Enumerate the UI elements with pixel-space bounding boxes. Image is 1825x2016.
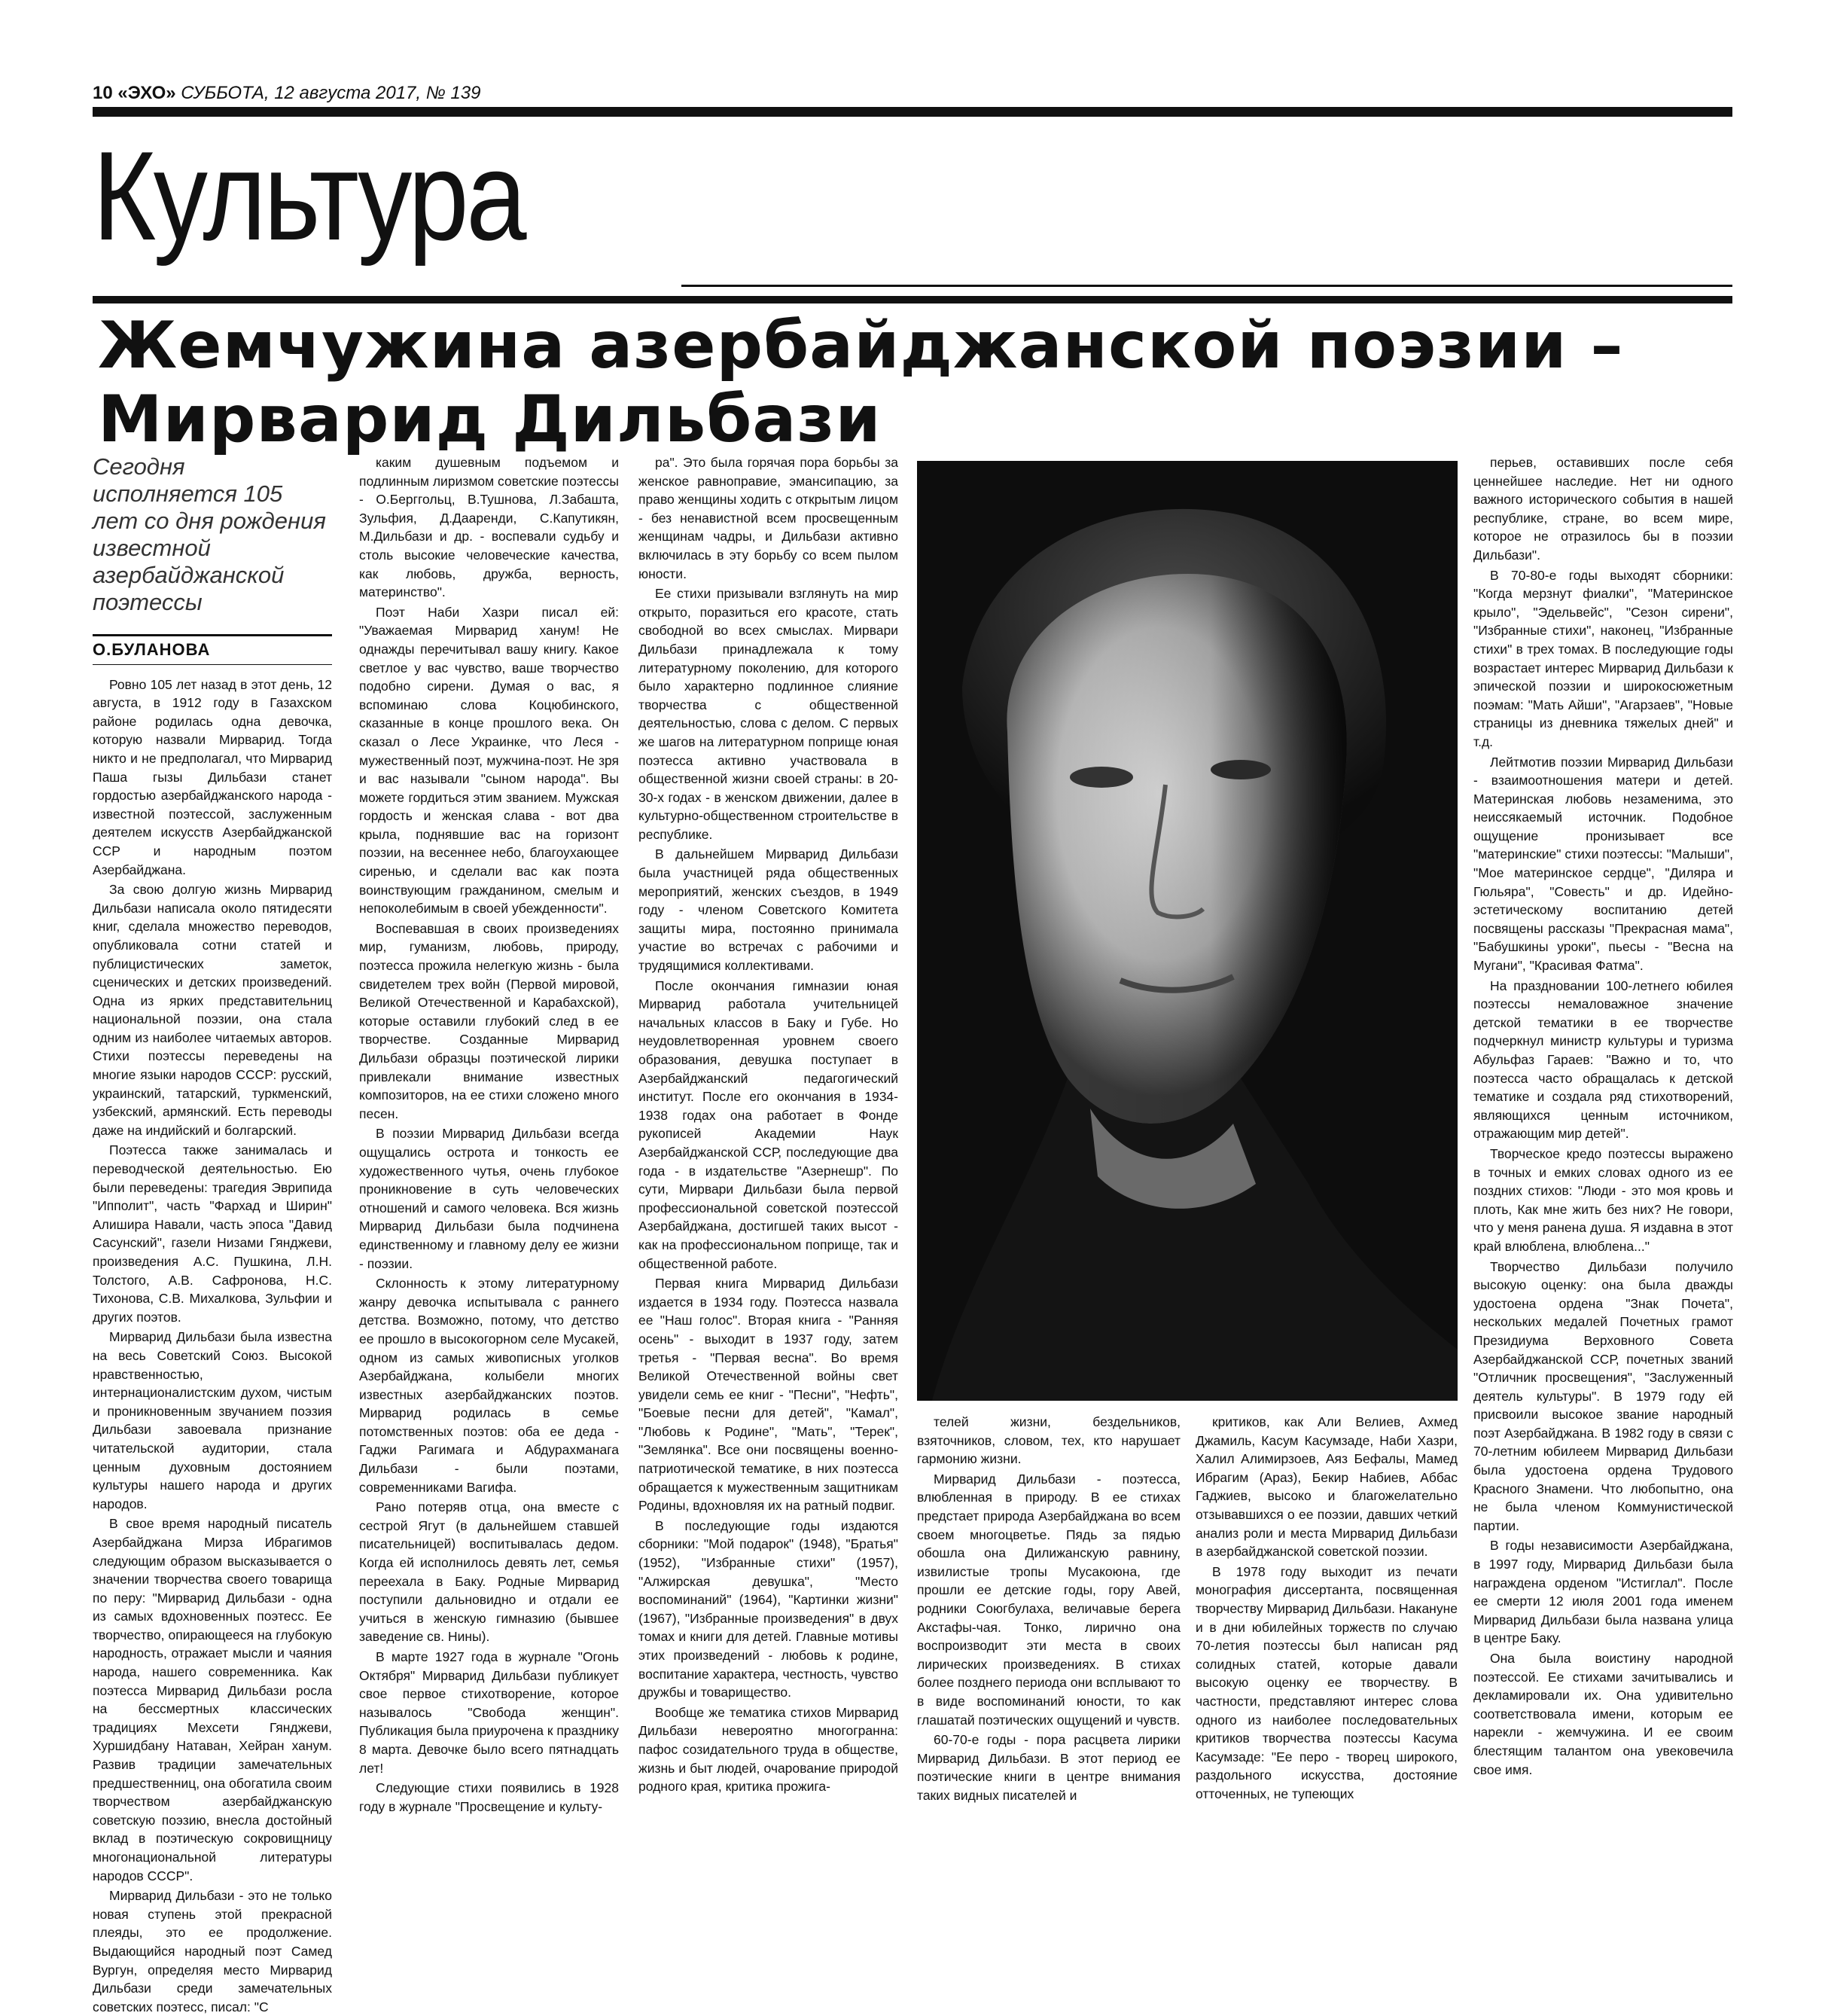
- paragraph: В годы независимости Азербайджана, в 1997 году, Мирварид Дильбази была награждена орденом "Истиглал". После ее смерти 12 июля 2001 года именем Мирварид Дильбази была названа улица в центре Баку.: [1473, 1538, 1733, 1646]
- byline: О.БУЛАНОВА: [93, 634, 332, 665]
- paragraph: Первая книга Мирварид Дильбази издается в 1934 году. Поэтесса назвала ее "Наш голос". Вторая книга - "Ранняя осень" - выходит в 1937 году, затем третья - "Первая весна". Во время Великой Отечественной войны свет увидели семь ее книг - "Песни", "Нефть", "Боевые песни для детей", "Камал", "Любовь к Родине", "Мать", "Терек", "Землянка". Все они посвящены военно-патриотической тематике, в них поэтесса обращается к мужественным защитникам Родины, вдохновляя их на ратный подвиг.: [638, 1276, 898, 1514]
- newspaper-name: «ЭХО»: [117, 83, 176, 103]
- paragraph: критиков, как Али Велиев, Ахмед Джамиль, Касум Касумзаде, Наби Хазри, Халил Алимирзоев, Аяз Бефалы, Мамед Ибрагим (Араз), Бекир Набиев, Аббас Гаджиев, высоко и благожелательно отзывавшихся о ее поэзии, давших четкий анализ роли и места Мирварид Дильбази в азербайджанской советской поэзии.: [1196, 1414, 1458, 1560]
- paragraph: Творческое кредо поэтессы выражено в точных и емких словах одного из ее поздних стихов: "Люди - это моя кровь и плоть, Как мне жить без них? Не говори, что у меня ранена душа. Я издавна в этот край влюблена, влюблена...": [1473, 1145, 1733, 1254]
- top-rule: [93, 107, 1732, 117]
- paragraph: Творчество Дильбази получило высокую оценку: она была дважды удостоена ордена "Знак Почета", нескольких медалей Почетных грамот Президиума Верховного Совета Азербайджанской ССР, почетных званий "Отличник просвещения", "Заслуженный деятель культуры". В 1979 году ей присвоили высокое звание народный поэт Азербайджана. В 1982 году в связи с 70-летним юбилеем Мирварид Дильбази была удостоена ордена Трудового Красного Знамени. Что любопытно, она не была членом Коммунистической партии.: [1473, 1258, 1733, 1533]
- lead-text: Сегодня исполняется 105 лет со дня рождения известной азербайджанской поэтессы: [93, 453, 326, 615]
- paragraph: ра". Это была горячая пора борьбы за женское равноправие, эмансипацию, за право женщины ходить с открытым лицом - без ненавистной всем просвещенным женщинам чадры, и Дильбази активно включилась в эту борьбу со всем пылом юности.: [638, 455, 898, 581]
- paragraph: В последующие годы издаются сборники: "Мой подарок" (1948), "Братья" (1952), "Избранные стихи" (1957), "Алжирская девушка", "Место воспоминаний" (1964), "Картинки жизни" (1967), "Избранные произведения" в двух томах и книги для детей. Главные мотивы этих произведений - любовь к родине, воспитание характера, честность, чувство дружбы и товарищество.: [638, 1517, 898, 1700]
- paragraph: В дальнейшем Мирварид Дильбази была участницей ряда общественных мероприятий, женских съездов, в 1949 году - членом Советского Комитета защиты мира, постоянно принимала участие во встречах с рабочими и трудящимися коллективами.: [638, 846, 898, 974]
- column-4: [917, 1413, 1181, 1804]
- paragraph: Мирварид Дильбази была известна на весь Советский Союз. Высокой нравственностью, интернационалистским духом, чистым и проникновенным звучанием поэзия Дильбази завоевала признание читательской аудитории, стала ценным духовным достоянием культуры нашего народа и других народов.: [93, 1329, 332, 1511]
- paragraph: В 70-80-е годы выходят сборники: "Когда мерзнут фиалки", "Материнское крыло", "Эдельвейс", "Сезон сирени", "Избранные стихи", наконец, "Избранные стихи" в трех томах. В последующие годы возрастает интерес Мирварид Дильбази к эпической поэзии и широкосюжетным поэмам: "Мать Айши", "Агарзаев", "Новые страницы из дневника тяжелых дней" и т.д.: [1473, 567, 1733, 749]
- paragraph: В марте 1927 года в журнале "Огонь Октября" Мирварид Дильбази публикует свое первое стихотворение, которое называлось "Свобода женщин". Публикация была приурочена к празднику 8 марта. Девочке было всего пятнадцать лет!: [359, 1649, 619, 1776]
- paragraph: каким душевным подъемом и подлинным лиризмом советские поэтессы - О.Берггольц, В.Тушнова, Л.Забашта, Зульфия, Д.Дааренди, С.Капутикян, М.Дильбази и др. - воспевали судьбу и столь высокие человеческие качества, как любовь, дружба, верность, материнство".: [359, 455, 619, 600]
- paragraph: Ровно 105 лет назад в этот день, 12 августа, в 1912 году в Газахском районе родилась одна девочка, которую назвали Мирварид. Тогда никто и не предполагал, что Мирварид Паша гызы Дильбази станет гордостью азербайджанского народа - известной поэтессой, заслуженным деятелем искусств Азербайджанской ССР и народным поэтом Азербайджана.: [93, 676, 332, 877]
- issue-info: СУББОТА, 12 августа 2017, № 139: [181, 83, 481, 103]
- column-2: [359, 453, 619, 1816]
- column-6-body: [1473, 453, 1733, 1779]
- headline-line-2: Мирварид Дильбази: [98, 382, 882, 457]
- paragraph: Мирварид Дильбази - это не только новая ступень этой прекрасной плеяды, это ее продолжение. Выдающийся народный поэт Самед Вургун, определяя место Мирварид Дильбази среди замечательных советских поэтесс, писал: "С: [93, 1888, 332, 2014]
- paragraph: В поэзии Мирварид Дильбази всегда ощущались острота и тонкость ее художественного чутья, очень глубокое проникновение в суть человеческих отношений и самого человека. Вся жизнь Мирварид Дильбази была подчинена единственному и главному делу ее жизни - поэзии.: [359, 1126, 619, 1271]
- paragraph: Поэтесса также занималась и переводческой деятельностью. Ею были переведены: трагедия Эврипида "Ипполит", часть "Фархад и Ширин" Алишира Навали, часть эпоса "Давид Сасунский", газели Низами Гянджеви, произведения А.С. Пушкина, Л.Н. Толстого, А.В. Сафронова, Н.С. Тихонова, С.В. Михалкова, Зульфии и других поэтов.: [93, 1142, 332, 1325]
- paragraph: Рано потеряв отца, она вместе с сестрой Ягут (в дальнейшем ставшей писательницей) воспитывалась дедом. Когда ей исполнилось девять лет, семья переехала в Баку. Родные Мирварид поступили дальновидно и отдали ее учиться в женскую гимназию (бывшее заведение св. Нины).: [359, 1499, 619, 1645]
- paragraph: телей жизни, бездельников, взяточников, словом, тех, кто нарушает гармонию жизни.: [917, 1414, 1181, 1467]
- paragraph: Склонность к этому литературному жанру девочка испытывала с раннего детства. Возможно, потому, что детство ее прошло в высокогорном селе Мусакей, одном из самых живописных уголков Азербайджана, колыбели многих известных азербайджанских поэтов. Мирварид родилась в семье потомственных поэтов: оба ее деда - Гаджи Рагимага и Абдурахманага Дильбази - были поэтами, современниками Вагифа.: [359, 1276, 619, 1495]
- section-rule: [681, 285, 1732, 287]
- paragraph: Мирварид Дильбази - поэтесса, влюбленная в природу. В ее стихах предстает природа Азербайджана во всем своем многоцветье. Пядь за пядью обошла она Дилижанскую равнину, извилистые тропы Мусакоюна, где прошли ее детские годы, гору Авей, родники Союгбулаха, величавые берега Акстафы-чая. Тонко, лирично она воспроизводит эти места в своих лирических произведениях. В стихах более позднего периода они всплывают то в виде воспоминаний юности, то как глашатай поэтических ощущений и чувств.: [917, 1471, 1181, 1728]
- page-number: 10: [93, 83, 113, 103]
- paragraph: За свою долгую жизнь Мирварид Дильбази написала около пятидесяти книг, сделала множество переводов, опубликовала сотни статей и публицистических заметок, сценических и детских произведений. Одна из ярких представительниц национальной поэзии, она стала одним из наиболее читаемых авторов. Стихи поэтессы переведены на многие языки народов СССР: русский, украинский, татарский, туркменский, узбекский, армянский. Есть переводы даже на индийский и болгарский.: [93, 882, 332, 1138]
- column-5: [1196, 1413, 1458, 1803]
- portrait-image: [917, 461, 1458, 1401]
- column-2-body: [359, 453, 619, 1816]
- paragraph: 60-70-е годы - пора расцвета лирики Мирварид Дильбази. В этот период ее поэтические книги в центре внимания таких видных писателей и: [917, 1732, 1181, 1803]
- column-1: [93, 453, 332, 2016]
- column-6: [1473, 453, 1733, 1779]
- paragraph: Ее стихи призывали взглянуть на мир открыто, поразиться его красоте, стать свободной во всех смыслах. Мирвари Дильбази принадлежала к тому литературному поколению, для которого было характерно подлинное слияние творчества с общественной деятельностью, слова с делом. С первых же шагов на литературном поприще юная поэтесса активно участвовала в общественной жизни своей страны: в 20-30-х годах - в женском движении, далее в культурно-общественном строительстве в республике.: [638, 586, 898, 842]
- column-5-body: [1196, 1413, 1458, 1803]
- headline-line-1: Жемчужина азербайджанской поэзии –: [98, 308, 1624, 383]
- column-3-body: [638, 453, 898, 1796]
- column-4-body: [917, 1413, 1181, 1804]
- paragraph: Вообще же тематика стихов Мирварид Дильбази невероятно многогранна: пафос созидательного труда в обществе, жизнь и быт людей, очарование природой родного края, критика прожига-: [638, 1704, 898, 1795]
- column-1-body: [93, 676, 332, 2016]
- section-title: Культура: [93, 125, 525, 267]
- column-3: [638, 453, 898, 1796]
- headline-rule: [93, 296, 1732, 303]
- page-header: [93, 83, 480, 104]
- paragraph: Лейтмотив поэзии Мирварид Дильбази - взаимоотношения матери и детей. Материнская любовь незаменима, это неиссякаемый источник. Подобное ощущение пронизывает все "материнские" стихи поэтессы: "Малыши", "Мое материнское сердце", "Диляра и Гюльяра", "Совесть" и др. Идейно-эстетическому воспитанию детей посвящены рассказы "Прекрасная мама", "Бабушкины уроки", пьесы - "Весна на Мугани", "Красивая Фатма".: [1473, 754, 1733, 974]
- paragraph: В свое время народный писатель Азербайджана Мирза Ибрагимов следующим образом высказывается о значении творчества своего товарища по перу: "Мирварид Дильбази - одна из самых вдохновенных поэтесс. Ее творчество, опирающееся на глубокую народность, отражает мысли и чаяния народа, нашего современника. Как поэтесса Мирварид Дильбази росла на бессмертных классических традициях Мехсети Гянджеви, Хуршидбану Натаван, Хейран ханум. Развив традиции замечательных предшественниц, она обогатила своим творчеством азербайджанскую советскую поэзию, внесла достойный вклад в поэтическую сокровищницу многонациональной литературы народов СССР".: [93, 1516, 332, 1883]
- paragraph: После окончания гимназии юная Мирварид работала учительницей начальных классов в Баку и Губе. Но неудовлетворенная уровнем своего образования, девушка поступает в Азербайджанский педагогический институт. После его окончания в 1934-1938 годах она работает в Фонде рукописей Академии Наук Азербайджанской ССР, последующие два года - в издательстве "Азернешр". По сути, Мирвари Дильбази была первой профессиональной советской поэтессой Азербайджана, достигшей таких высот - как на профессиональном поприще, так и общественной работе.: [638, 978, 898, 1271]
- portrait-photo: [917, 461, 1458, 1401]
- paragraph: Воспевавшая в своих произведениях мир, гуманизм, любовь, природу, поэтесса прожила нелегкую жизнь - была свидетелем трех войн (Первой мировой, Великой Отечественной и Карабахской), которые оставили глубокий след в ее творчестве. Созданные Мирварид Дильбази образцы поэтической лирики привлекали внимание известных композиторов, на ее стихи сложено много песен.: [359, 920, 619, 1121]
- paragraph: Она была воистину народной поэтессой. Ее стихами зачитывались и декламировали их. Она удивительно соответствовала имени, которым ее нарекли - жемчужина. И ее своим блестящим талантом она увековечила свое имя.: [1473, 1651, 1733, 1777]
- paragraph: перьев, оставивших после себя ценнейшее наследие. Нет ни одного важного исторического события в нашей республике, стране, во всем мире, которое не отразилось бы в поэзии Дильбази".: [1473, 455, 1733, 563]
- headline: [98, 309, 1724, 456]
- paragraph: На праздновании 100-летнего юбилея поэтессы немаловажное значение детской тематики в ее творчестве подчеркнул министр культуры и туризма Абульфаз Гараев: "Важно и то, что поэтесса часто обращалась к детской тематике и создала ряд стихотворений, являющихся ценным источником, отражающим мир детей".: [1473, 978, 1733, 1142]
- paragraph: Поэт Наби Хазри писал ей: "Уважаемая Мирварид ханум! Не однажды перечитывал вашу книгу. Какое светлое у вас чувство, ваше творчество подобно сирени. Думая о вас, я вспоминаю слова Коцюбинского, сказанные в конце прошлого века. Он сказал о Лесе Украинке, что Леся - мужественный поэт, мужчина-поэт. Не зря и вас называли "сыном народа". Вы можете гордиться этим званием. Мужская гордость и женская слава - вот два крыла, поднявшие вас на горизонт поэзии, на весеннее небо, благоухающее сиренью, и сделали вас как поэта воинствующим гражданином, смелым и непоколебимым в своей убежденности".: [359, 604, 619, 917]
- paragraph: В 1978 году выходит из печати монография диссертанта, посвященная творчеству Мирварид Дильбази. Накануне и в дни юбилейных торжеств по случаю 70-летия поэтессы был написан ряд солидных статей, которые давали высокую оценку ее творчеству. В частности, представляют интерес слова одного из наиболее последовательных критиков творчества поэтессы Касума Касумзаде: "Ее перо - творец широкого, раздольного искусства, достояние отточенных, не тупеющих: [1196, 1563, 1458, 1801]
- paragraph: Следующие стихи появились в 1928 году в журнале "Просвещение и культу-: [359, 1780, 619, 1814]
